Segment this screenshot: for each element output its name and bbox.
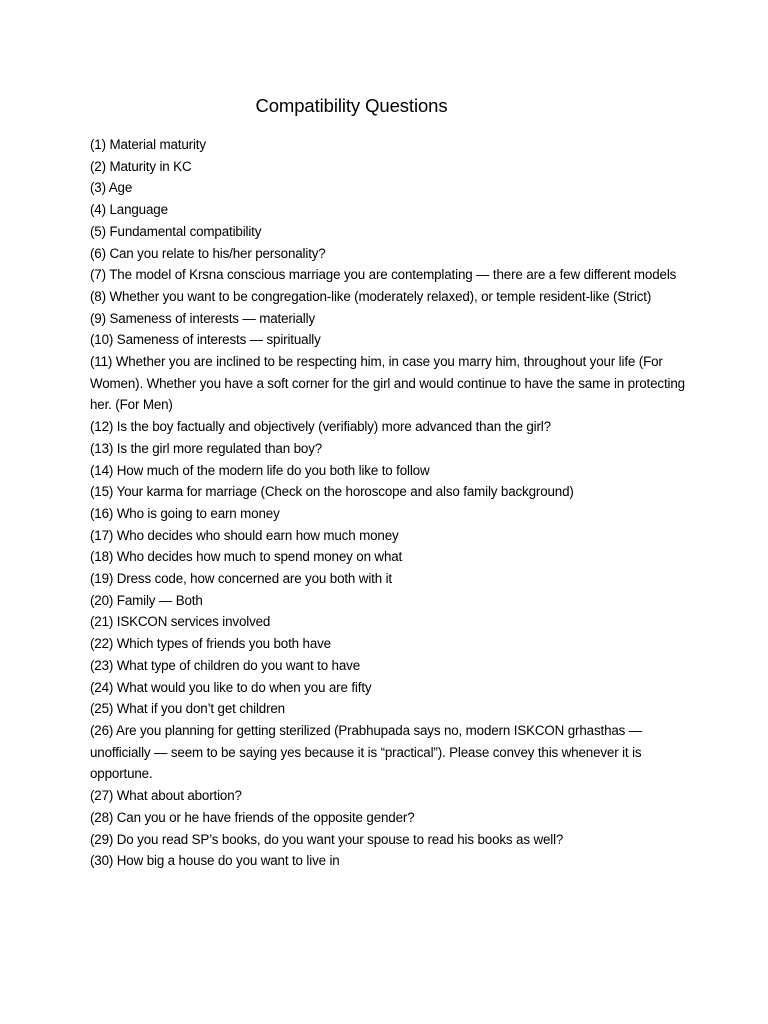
question-item: (20) Family — Both — [90, 592, 203, 608]
question-item: (27) What about abortion? — [90, 788, 242, 804]
question-item: (26) Are you planning for getting sterilized (Prabhupada says no, modern ISKCON grhasthas — unofficially — seem to be saying yes because it is “practical”). Please convey this whenever it is opportune. — [90, 722, 643, 782]
question-item: (18) Who decides how much to spend money on what — [90, 549, 403, 565]
question-item: (10) Sameness of interests — spiritually — [90, 332, 321, 348]
question-item: (30) How big a house do you want to live in — [90, 853, 340, 869]
question-item: (4) Language — [90, 202, 168, 218]
question-item: (2) Maturity in KC — [90, 158, 192, 174]
page-title: Compatibility Questions — [255, 95, 448, 116]
question-item: (15) Your karma for marriage (Check on the horoscope and also family background) — [90, 484, 574, 500]
question-item: (21) ISKCON services involved — [90, 614, 271, 630]
question-item: (9) Sameness of interests — materially — [90, 310, 315, 326]
question-list — [90, 134, 690, 872]
question-item: (8) Whether you want to be congregation-like (moderately relaxed), or temple resident-like (Strict) — [90, 288, 652, 304]
question-item: (3) Age — [90, 180, 133, 196]
question-item: (6) Can you relate to his/her personality? — [90, 245, 326, 261]
question-item: (5) Fundamental compatibility — [90, 223, 262, 239]
question-item: (23) What type of children do you want to have — [90, 657, 360, 673]
question-item: (16) Who is going to earn money — [90, 505, 280, 521]
question-item: (19) Dress code, how concerned are you both with it — [90, 571, 392, 587]
question-item: (14) How much of the modern life do you both like to follow — [90, 462, 430, 478]
question-item: (28) Can you or he have friends of the opposite gender? — [90, 809, 415, 825]
question-item: (24) What would you like to do when you are fifty — [90, 679, 372, 695]
question-item: (1) Material maturity — [90, 137, 206, 152]
question-item: (13) Is the girl more regulated than boy? — [90, 440, 323, 456]
question-item: (12) Is the boy factually and objectively (verifiably) more advanced than the girl? — [90, 419, 551, 435]
question-item: (25) What if you don’t get children — [90, 701, 285, 717]
question-item: (22) Which types of friends you both have — [90, 636, 331, 652]
question-item: (17) Who decides who should earn how much money — [90, 527, 399, 543]
question-item: (11) Whether you are inclined to be respecting him, in case you marry him, throughout your life (For Women). Whether you have a soft corner for the girl and would continue to have the same in protecting her. (For Men) — [90, 354, 685, 413]
question-item: (7) The model of Krsna conscious marriage you are contemplating — there are a few different models — [90, 267, 677, 283]
question-item: (29) Do you read SP’s books, do you want your spouse to read his books as well? — [90, 831, 564, 847]
